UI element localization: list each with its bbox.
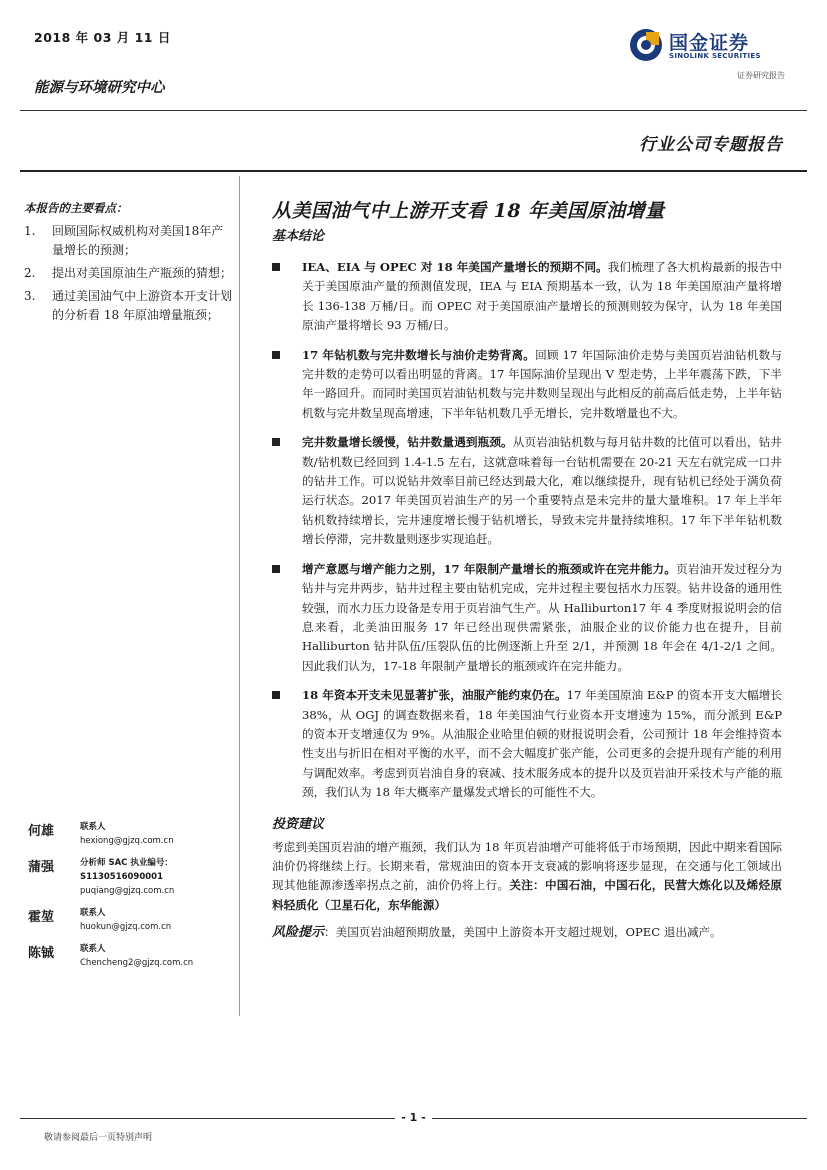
conclusion-bullet <box>272 560 782 676</box>
logo-name: 国金证券 <box>669 32 750 54</box>
main-content <box>272 196 782 943</box>
analyst-list <box>28 820 233 978</box>
sidebar-item <box>24 222 234 260</box>
analyst-name: 何雄 <box>28 824 55 839</box>
analyst-role: 联系人 <box>80 908 106 918</box>
bullet-square-icon <box>272 565 280 573</box>
bullet-lead: 18 年资本开支未见显著扩张，油服产能约束仍在。 <box>302 688 567 703</box>
analyst-name: 陈铖 <box>28 946 55 961</box>
analyst-entry <box>28 906 233 934</box>
sidebar-item-number: 1. <box>24 224 36 238</box>
bullet-body: 回顾 17 年国际油价走势与美国页岩油钻机数与完井数的走势可以看出明显的背离。17 年国际油价呈现出 V 型走势，上半年震荡下跌，下半年一路回升。而同时美国页岩油钻机数与完井数则呈现出与此相反的前高后低走势，上半年钻机数与完井数呈现高增速，下半年钻机数几乎无增长，完井数增量也不大。 <box>302 347 783 420</box>
analyst-email[interactable]: huokun@gjzq.com.cn <box>80 922 172 932</box>
sidebar-title: 本报告的主要看点： <box>24 201 128 215</box>
analyst-role: 联系人 <box>80 822 106 832</box>
report-title: 从美国油气中上游开支看 18 年美国原油增量 <box>272 200 665 222</box>
invest-focus-label: 关注： <box>509 878 545 893</box>
column-divider <box>239 176 240 1016</box>
page-number: - 1 - <box>395 1111 431 1124</box>
analyst-email[interactable]: hexiong@gjzq.com.cn <box>80 836 174 846</box>
sidebar-item-text: 提出对美国原油生产瓶颈的猜想； <box>52 266 233 280</box>
bullet-square-icon <box>272 351 280 359</box>
sidebar-item <box>24 264 234 283</box>
analyst-name: 霍堃 <box>28 910 55 925</box>
sidebar-highlights <box>24 200 234 329</box>
bullet-lead: 17 年钻机数与完井数增长与油价走势背离。 <box>302 347 536 362</box>
header-bottom-rule <box>20 170 807 172</box>
bullet-body: 17 年美国原油 E&P 的资本开支大幅增长 38%，从 OGJ 的调查数据来看，18 年美国油气行业资本开支增速为 15%，而分派到 E&P 的资本开支增速仅为 9%。从油服企业哈里伯顿的财报说明会看，公司预计 18 年会维持资本性支出与折旧在相对平衡的水平，而不会大幅度扩张产能，公司更多的会提升现有产能的利用与调配效率。考虑到页岩油自身的衰减、技术服务成本的提升以及页岩油开采技术与产能的瓶颈，我们认为 18 年大概率产量爆发式增长的可能性不大。 <box>302 688 782 800</box>
bullet-lead: 完井数量增长缓慢，钻井数量遇到瓶颈。 <box>302 435 513 450</box>
logo-english: SINOLINK SECURITIES <box>669 52 761 60</box>
logo-subtitle: 证券研究报告 <box>737 71 785 80</box>
analyst-name: 蒲强 <box>28 860 55 875</box>
conclusion-bullet <box>272 258 782 336</box>
risk-text: ：美国页岩油超预期放量，美国中上游资本开支超过规划，OPEC 退出减产。 <box>324 925 722 940</box>
analyst-entry <box>28 820 233 848</box>
company-logo <box>629 26 789 88</box>
section-heading-invest: 投资建议 <box>272 816 325 832</box>
invest-focus: 中国石油，中国石化，民营大炼化以及烯烃原料轻质化（卫星石化，东华能源） <box>272 878 782 912</box>
sidebar-item-number: 3. <box>24 289 36 303</box>
bullet-square-icon <box>272 438 280 446</box>
analyst-role: 联系人 <box>80 944 106 954</box>
analyst-email[interactable]: puqiang@gjzq.com.cn <box>80 886 175 896</box>
invest-text: 考虑到美国页岩油的增产瓶颈，我们认为 18 年页岩油增产可能将低于市场预期，因此中期来看国际油价仍将继续上行。长期来看，常规油田的资本开支衰减的影响将逐步显现，在交通与化工领域出现其他能源渗透率拐点之前，油价仍将上行。 <box>272 839 782 893</box>
report-type: 行业公司专题报告 <box>639 135 783 155</box>
section-heading-basic: 基本结论 <box>272 229 325 244</box>
sidebar-item-text: 回顾国际权威机构对美国18年产量增长的预测； <box>52 224 224 257</box>
bullet-square-icon <box>272 263 280 271</box>
invest-paragraph <box>272 838 782 916</box>
analyst-entry <box>28 856 233 898</box>
footer-disclaimer: 敬请参阅最后一页特别声明 <box>44 1133 153 1143</box>
risk-label: 风险提示 <box>272 925 325 941</box>
header-divider <box>20 110 807 111</box>
bullet-body: 从页岩油钻机数与每月钻井数的比值可以看出，钻井数/钻机数已经回到 1.4-1.5 左右，这就意味着每一台钻机需要在 20-21 天左右就完成一口井的钻井工作。可以说钻井效率目前已经达到最大化，难以继续提升，现有钻机已经处于满负荷运行状态。2017 年美国页岩油生产的另一个重要特点是未完井的量大量堆积。17 年上半年钻机数持续增长，完井速度增长慢于钻机增长，导致未完井量持续堆积。17 年下半年钻机数增长停滞，完井数量则逐步实现追赶。 <box>302 435 782 547</box>
sidebar-item <box>24 287 234 325</box>
conclusion-bullet <box>272 433 782 549</box>
analyst-entry <box>28 942 233 970</box>
risk-paragraph <box>272 923 782 942</box>
sidebar-item-text: 通过美国油气中上游资本开支计划的分析看 18 年原油增量瓶颈； <box>52 289 233 322</box>
department-name: 能源与环境研究中心 <box>34 79 165 96</box>
bullet-lead: 增产意愿与增产能力之别，17 年限制产量增长的瓶颈或许在完井能力。 <box>302 561 677 576</box>
page-number-wrap <box>0 1106 827 1125</box>
bullet-square-icon <box>272 691 280 699</box>
conclusion-bullet <box>272 686 782 802</box>
report-date: 2018 年 03 月 11 日 <box>34 30 171 45</box>
bullet-body: 页岩油开发过程分为钻井与完井两步，钻井过程主要由钻机完成，完井过程主要包括水力压裂。钻井设备的通用性较强，而水力压力设备是专用于页岩油气生产。从 Halliburton17 年 4 季度财报说明会的信息来看，北美油田服务 17 年已经出现供需紧张，油服企业的议价能力也在提升，目前 Halliburton 钻井队伍/压裂队伍的比例逐渐上升至 2/1，并预测 18 年会在 4/1-2/1 之间。因此我们认为，17-18 年限制产量增长的瓶颈或许在完井能力。 <box>302 561 782 673</box>
sidebar-item-number: 2. <box>24 266 36 280</box>
conclusion-bullet <box>272 346 782 424</box>
logo-mark-icon <box>629 28 663 62</box>
bullet-body: 我们梳理了各大机构最新的报告中关于美国原油产量的预测值发现，IEA 与 EIA 预期基本一致，认为 18 年美国原油产量将增长 136-138 万桶/日。而 OPEC 对于美国原油产量增长的预测则较为保守，认为 18 年美国原油产量将增长 93 万桶/日。 <box>302 260 782 333</box>
analyst-email[interactable]: Chencheng2@gjzq.com.cn <box>80 958 194 968</box>
analyst-role: 分析师 SAC 执业编号：S1130516090001 <box>80 858 173 882</box>
bullet-lead: IEA、EIA 与 OPEC 对 18 年美国产量增长的预期不同。 <box>302 260 608 274</box>
